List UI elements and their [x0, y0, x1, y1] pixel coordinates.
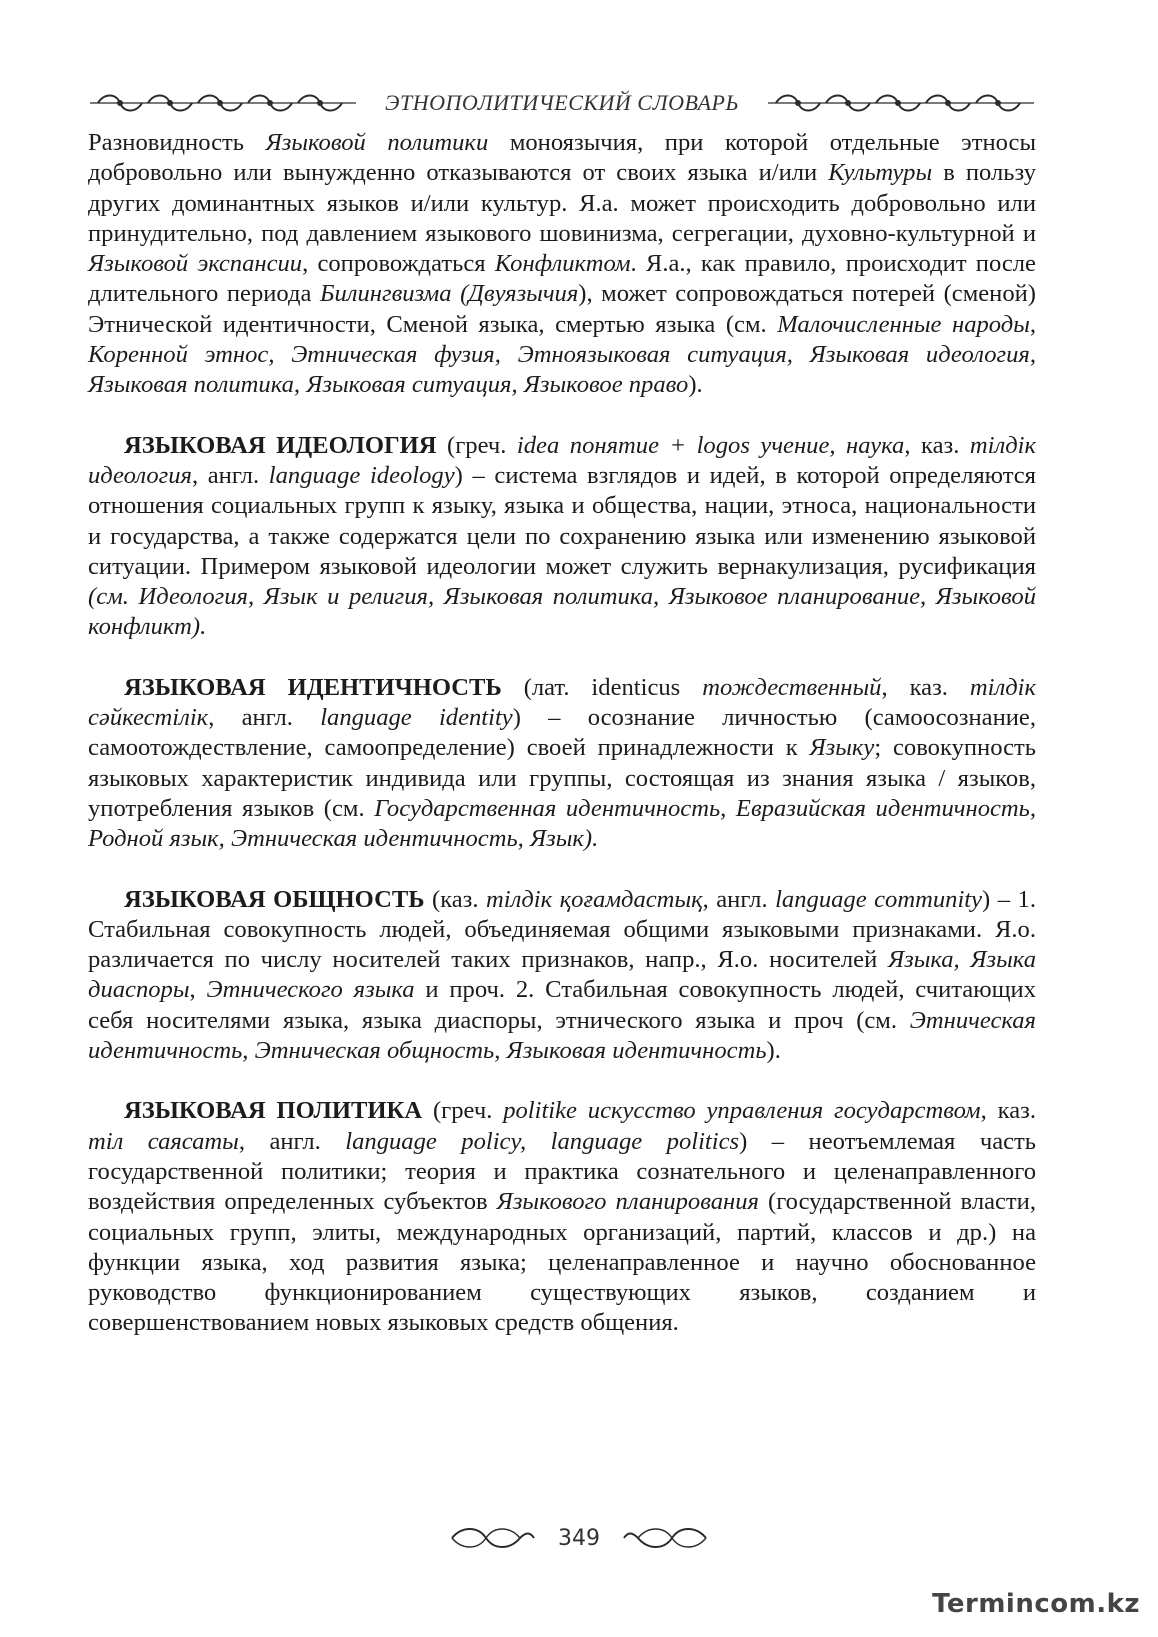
running-header: [88, 86, 1036, 120]
headword: ЯЗЫКОВАЯ ИДЕНТИЧНОСТЬ: [124, 673, 502, 701]
entry-text: , сопровождаться: [302, 250, 495, 278]
entry-text: ) – осознание личностью (самоосознание, самоотождествление, самоопределение) своей принадлежности к: [88, 704, 1036, 762]
italic-text: (см. Идеология, Язык и религия, Языковая политика, Языковое планирование, Языковой конфликт).: [88, 583, 1036, 641]
entry-yazykovaya-obshchnost: [88, 885, 1036, 1067]
headword: ЯЗЫКОВАЯ ОБЩНОСТЬ: [124, 885, 425, 913]
entry-text: , каз.: [980, 1097, 1036, 1125]
entry-text: моноязычия, при которой отдельные этносы добровольно или вынужденно отказываются от своих языка и/или: [88, 129, 1037, 187]
entry-text: в пользу других доминантных языков и/или культур. Я.а. может происходить добровольно или принудительно, под давлением языкового шовинизма, сегрегации, духовно-культурной и: [88, 159, 1036, 247]
italic-text: Билингвизма (Двуязычия: [319, 280, 579, 308]
italic-text: Языку: [809, 734, 875, 762]
entry-text: ), может сопровождаться потерей (сменой) Этнической идентичности, Сменой языка, смертью языка (см.: [88, 280, 1036, 338]
italic-text: тіл саясаты: [88, 1127, 239, 1155]
entry-text: ).: [688, 371, 703, 399]
entry-text: ,: [189, 976, 207, 1004]
entry-text: , англ.: [238, 1127, 346, 1155]
italic-text: Языкового планирования: [496, 1188, 759, 1216]
italic-text: language identity: [320, 704, 513, 732]
entry-text: ; совокупность языковых характеристик индивида или группы, состоящая из знания языка / языков, употребления языков (см.: [88, 734, 1036, 822]
entry-text: , англ.: [191, 461, 269, 489]
book-title: ЭТНОПОЛИТИЧЕСКИЙ СЛОВАРЬ: [385, 90, 739, 115]
italic-text: language policy, language politics: [345, 1127, 740, 1155]
entry-text: Разновидность: [88, 129, 266, 156]
entry-text: (лат. identicus: [501, 673, 703, 701]
watermark-logo: [932, 1589, 1140, 1619]
entry-text: ).: [766, 1037, 781, 1065]
italic-text: тождественный: [702, 673, 882, 701]
page-number: 349: [558, 1525, 600, 1551]
entry-yazykovaya-identichnost: [88, 673, 1036, 855]
page-body: [88, 128, 1036, 1369]
italic-text: Малочисленные народы, Коренной этнос, Этническая фузия, Этноязыковая ситуация, Языковая идеология, Языковая политика, Языковая ситуация, Языковое право: [88, 310, 1037, 399]
entry-text: , англ.: [208, 704, 321, 732]
italic-text: politike искусство управления государством: [503, 1097, 981, 1125]
headword: ЯЗЫКОВАЯ ПОЛИТИКА: [124, 1097, 423, 1125]
header-ornament-right: [766, 90, 1036, 116]
header-ornament-left: [88, 90, 358, 116]
page-footer: [0, 1518, 1158, 1558]
entry-text: . Я.а., как правило, происходит после длительного периода: [88, 250, 1036, 308]
entry-yazykovaya-ideologiya: [88, 431, 1036, 643]
italic-text: Государственная идентичность, Евразийская идентичность, Родной язык, Этническая идентичность, Язык).: [88, 794, 1037, 853]
italic-text: Языковой экспансии: [88, 250, 303, 278]
entry-yazykovaya-politika: [88, 1096, 1036, 1338]
italic-text: Этнического языка: [206, 976, 415, 1004]
entry-continuation: [88, 128, 1036, 401]
footer-flourish-right: [622, 1525, 710, 1551]
entry-text: , каз.: [881, 673, 970, 701]
italic-text: idea понятие + logos учение, наука: [516, 431, 905, 459]
entry-text: (греч.: [436, 431, 517, 459]
entry-text: (каз.: [424, 885, 487, 913]
italic-text: Конфликтом: [494, 250, 631, 278]
italic-text: Языковой политики: [265, 129, 489, 156]
italic-text: language ideology: [268, 461, 455, 489]
entry-text: ) – неотъемлемая часть государственной политики; теория и практика сознательного и целенаправленного воздействия определенных субъектов: [88, 1127, 1036, 1216]
entry-text: ) – 1. Стабильная совокупность людей, объединяемая общими языковыми признаками. Я.о. различается по числу носителей таких признаков, напр., Я.о. носителей: [88, 885, 1036, 974]
footer-flourish-left: [448, 1525, 536, 1551]
entry-text: ) – система взглядов и идей, в которой определяются отношения социальных групп к языку, языка и общества, нации, этноса, национальности и государства, а также содержатся цели по сохранению языка или изменению языковой ситуации. Примером языковой идеологии может служить вернакулизация, русификация: [88, 461, 1036, 580]
entry-text: , каз.: [904, 431, 970, 459]
watermark-text: Termincom.kz: [932, 1589, 1140, 1619]
entry-text: и проч. 2. Стабильная совокупность людей, считающих себя носителями языка, языка диаспоры, этнического языка и проч (см.: [88, 976, 1036, 1034]
italic-text: тілдік сәйкестілік: [88, 673, 1036, 732]
entry-text: (государственной власти, социальных групп, элиты, международных организаций, партий, классов и др.) на функции языка, ход развития языка; целенаправленное и научно обоснованное руководство функционированием существующих языков, созданием и совершенствованием новых языковых средств общения.: [88, 1188, 1036, 1337]
italic-text: тілдік идеология: [88, 431, 1036, 489]
italic-text: Этническая идентичность, Этническая общность, Языковая идентичность: [88, 1006, 1036, 1065]
italic-text: Языка, Языка диаспоры: [88, 946, 1036, 1004]
italic-text: Культуры: [828, 159, 933, 187]
headword: ЯЗЫКОВАЯ ИДЕОЛОГИЯ: [124, 431, 437, 459]
entry-text: , англ.: [702, 885, 776, 913]
italic-text: тілдік қоғамдастық: [486, 885, 703, 913]
italic-text: language community: [775, 885, 983, 913]
entry-text: (греч.: [422, 1097, 504, 1125]
